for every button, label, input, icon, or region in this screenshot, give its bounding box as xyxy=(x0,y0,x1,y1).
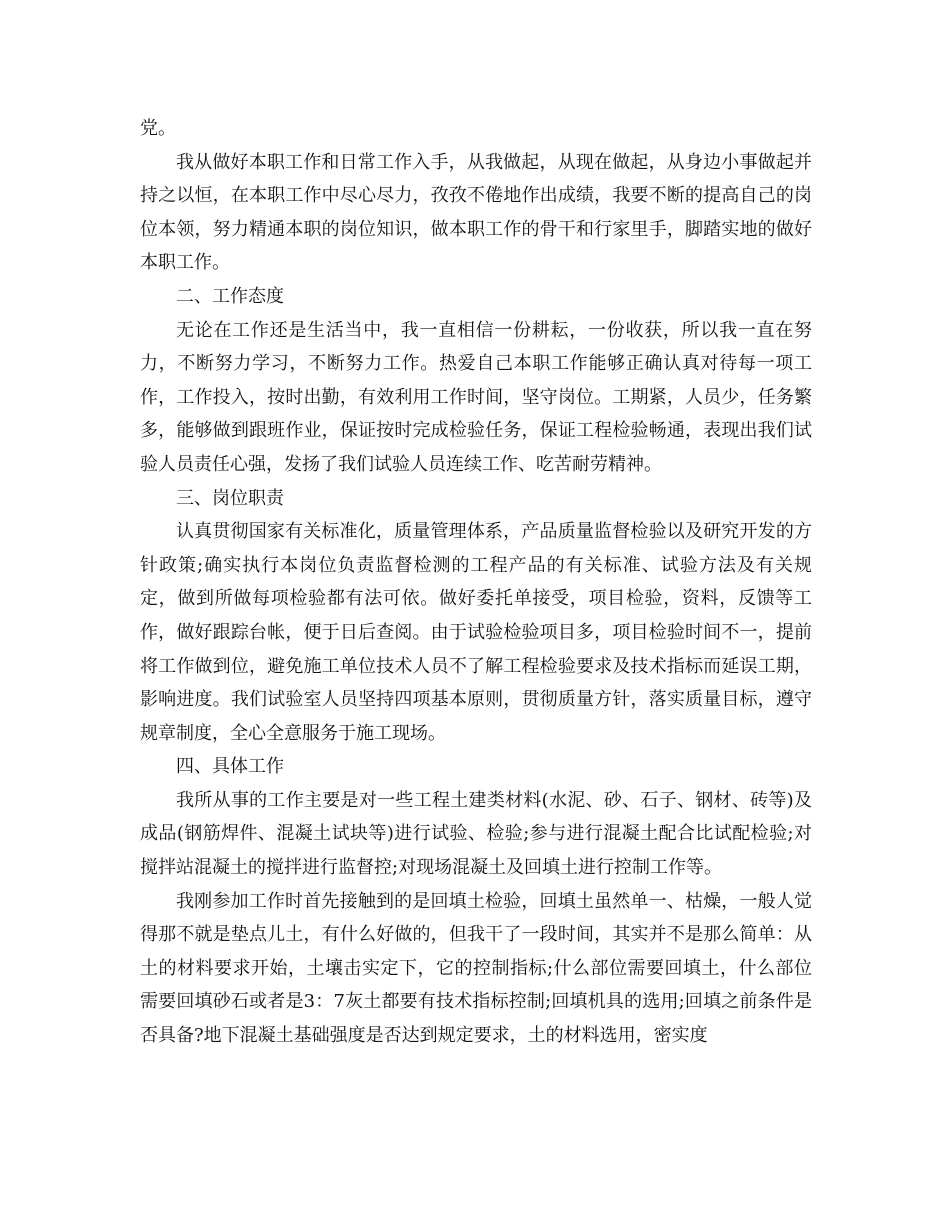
document-body xyxy=(140,112,812,1053)
section-heading-work-attitude: 二、工作态度 xyxy=(176,285,284,307)
paragraph-work-attitude: 无论在工作还是生活当中，我一直相信一份耕耘，一份收获，所以我一直在努力，不断努力学习，不断努力工作。热爱自己本职工作能够正确认真对待每一项工作，工作投入，按时出勤，有效利用工作时间，坚守岗位。工期紧，人员少，任务繁多，能够做到跟班作业，保证按时完成检验任务，保证工程检验畅通，表现出我们试验人员责任心强，发扬了我们试验人员连续工作、吃苦耐劳精神。 xyxy=(140,319,812,475)
paragraph-specific-work: 我所从事的工作主要是对一些工程土建类材料(水泥、砂、石子、钢材、砖等)及成品(钢筋焊件、混凝土试块等)进行试验、检验;参与进行混凝土配合比试配检验;对搅拌站混凝土的搅拌进行监督控;对现场混凝土及回填土进行控制工作等。 xyxy=(140,789,812,879)
paragraph-job-duties: 我从做好本职工作和日常工作入手，从我做起，从现在做起，从身边小事做起并持之以恒，在本职工作中尽心尽力，孜孜不倦地作出成绩，我要不断的提高自己的岗位本领，努力精通本职的岗位知识，做本职工作的骨干和行家里手，脚踏实地的做好本职工作。 xyxy=(140,151,812,274)
section-heading-specific-work: 四、具体工作 xyxy=(176,756,284,778)
paragraph-responsibilities: 认真贯彻国家有关标准化，质量管理体系，产品质量监督检验以及研究开发的方针政策;确实执行本岗位负责监督检测的工程产品的有关标准、试验方法及有关规定，做到所做每项检验都有法可依。做好委托单接受，项目检验，资料，反馈等工作，做好跟踪台帐，便于日后查阅。由于试验检验项目多，项目检验时间不一，提前将工作做到位，避免施工单位技术人员不了解工程检验要求及技术指标而延误工期，影响进度。我们试验室人员坚持四项基本原则，贯彻质量方针，落实质量目标，遵守规章制度，全心全意服务于施工现场。 xyxy=(140,521,812,744)
paragraph-continuation: 党。 xyxy=(140,118,176,139)
paragraph-backfill-inspection: 我刚参加工作时首先接触到的是回填土检验，回填土虽然单一、枯燥，一般人觉得那不就是垫点儿土，有什么好做的，但我干了一段时间，其实并不是那么简单：从土的材料要求开始，土壤击实定下，它的控制指标;什么部位需要回填土，什么部位需要回填砂石或者是3：7灰土都要有技术指标控制;回填机具的选用;回填之前条件是否具备?地下混凝土基础强度是否达到规定要求，土的材料选用，密实度 xyxy=(140,890,812,1047)
section-heading-responsibilities: 三、岗位职责 xyxy=(176,487,284,509)
